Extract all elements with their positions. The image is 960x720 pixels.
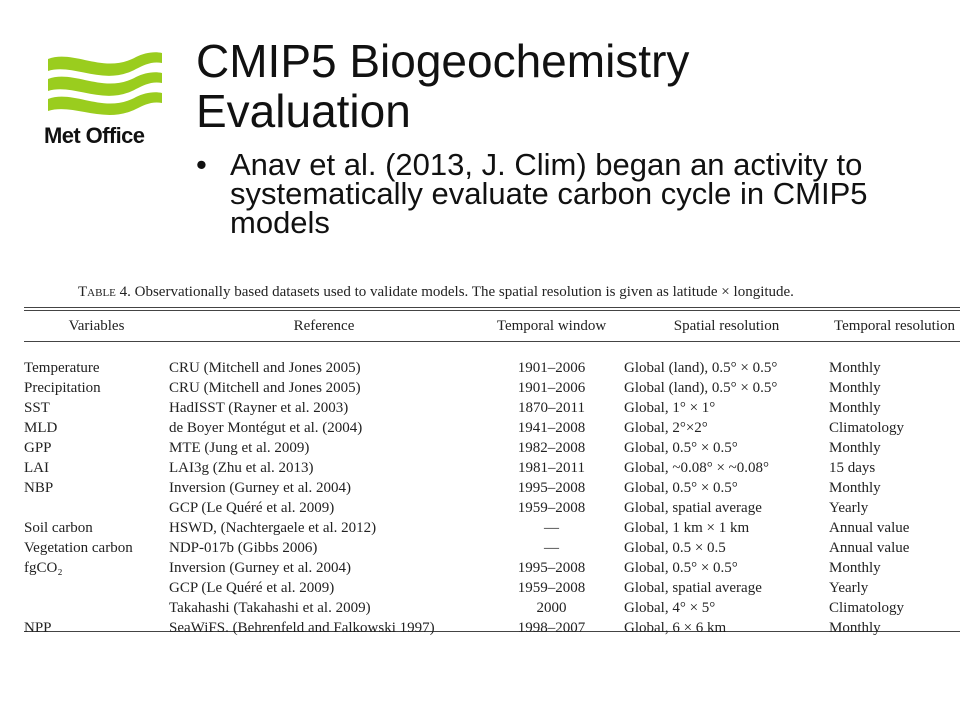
cell-temporal-window: 1995–2008 (517, 479, 586, 496)
cell-temporal-window: 1901–2006 (517, 379, 586, 396)
bullet-point (196, 147, 916, 240)
cell-reference: Inversion (Gurney et al. 2004) (169, 559, 352, 576)
cell-variable (24, 578, 169, 598)
cell-reference: SeaWiFS. (Behrenfeld and Falkowski 1997) (169, 619, 435, 636)
cell-variable: Temperature (24, 359, 100, 376)
table-top-rule-2 (24, 310, 960, 311)
cell-temporal-window: 1941–2008 (517, 419, 586, 436)
cell-spatial-resolution: Global, 0.5° × 0.5° (624, 479, 738, 496)
cell-reference: HSWD, (Nachtergaele et al. 2012) (169, 519, 377, 536)
header-variables: Variables (68, 317, 125, 334)
cell-spatial-resolution: Global, 0.5° × 0.5° (624, 439, 738, 456)
cell-temporal-resolution: Annual value (829, 539, 910, 556)
cell-variable: Vegetation carbon (24, 539, 133, 556)
cell-reference: CRU (Mitchell and Jones 2005) (169, 359, 361, 376)
table-row (24, 558, 960, 578)
cell-temporal-window: 1995–2008 (517, 559, 586, 576)
cell-reference: HadISST (Rayner et al. 2003) (169, 399, 349, 416)
cell-spatial-resolution: Global (land), 0.5° × 0.5° (624, 359, 778, 376)
cell-spatial-resolution: Global, spatial average (624, 579, 762, 596)
cell-reference: Takahashi (Takahashi et al. 2009) (169, 599, 371, 616)
table-row (24, 398, 960, 418)
cell-reference: NDP-017b (Gibbs 2006) (169, 539, 318, 556)
cell-temporal-resolution: Monthly (829, 439, 881, 456)
table-top-rule (24, 307, 960, 308)
cell-temporal-window: 1870–2011 (518, 399, 585, 416)
cell-variable: MLD (24, 419, 58, 436)
cell-reference: MTE (Jung et al. 2009) (169, 439, 310, 456)
table-row (24, 418, 960, 438)
cell-reference: GCP (Le Quéré et al. 2009) (169, 499, 335, 516)
cell-temporal-window: 1901–2006 (517, 359, 586, 376)
cell-temporal-resolution: Climatology (829, 599, 904, 616)
cell-temporal-resolution: Monthly (829, 359, 881, 376)
cell-temporal-resolution: Yearly (829, 499, 869, 516)
cell-temporal-resolution: Monthly (829, 559, 881, 576)
cell-temporal-window: 1982–2008 (517, 439, 586, 456)
table-row (24, 518, 960, 538)
cell-temporal-resolution: Monthly (829, 479, 881, 496)
table-row (24, 578, 960, 598)
cell-temporal-resolution: Monthly (829, 619, 881, 636)
cell-variable: GPP (24, 439, 52, 456)
cell-spatial-resolution: Global (land), 0.5° × 0.5° (624, 379, 778, 396)
cell-reference: CRU (Mitchell and Jones 2005) (169, 379, 361, 396)
cell-variable (24, 598, 169, 618)
cell-spatial-resolution: Global, ~0.08° × ~0.08° (624, 459, 770, 476)
table-row (24, 378, 960, 398)
table-row (24, 438, 960, 458)
table-row (24, 358, 960, 378)
met-office-logo (44, 45, 166, 155)
cell-spatial-resolution: Global, 6 × 6 km (624, 619, 727, 636)
caption-text: Observationally based datasets used to validate models. The spatial resolution is given as latitude × longitude. (134, 284, 794, 300)
cell-temporal-window: — (544, 539, 559, 556)
table-row (24, 618, 960, 638)
cell-temporal-window: 1981–2011 (518, 459, 585, 476)
header-temporal-window: Temporal window (496, 317, 607, 334)
met-office-swirl-logo-icon (44, 45, 166, 125)
cell-temporal-window: 1998–2007 (517, 619, 586, 636)
cell-spatial-resolution: Global, 0.5° × 0.5° (624, 559, 738, 576)
table-row (24, 598, 960, 618)
table-header-row (24, 314, 960, 338)
cell-temporal-resolution: Annual value (829, 519, 910, 536)
cell-variable (24, 498, 169, 518)
cell-temporal-resolution: Monthly (829, 399, 881, 416)
cell-spatial-resolution: Global, spatial average (624, 499, 762, 516)
cell-temporal-window: — (544, 519, 559, 536)
cell-spatial-resolution: Global, 1 km × 1 km (624, 519, 750, 536)
caption-label: Table 4. (78, 284, 131, 300)
table-row (24, 498, 960, 518)
cell-variable: Precipitation (24, 379, 101, 396)
header-reference: Reference (293, 317, 355, 334)
cell-spatial-resolution: Global, 0.5 × 0.5 (624, 539, 726, 556)
cell-reference: GCP (Le Quéré et al. 2009) (169, 579, 335, 596)
datasets-table (24, 314, 960, 638)
header-temporal-resolution: Temporal resolution (833, 317, 955, 334)
cell-variable: SST (24, 399, 50, 416)
bullet-dot-icon: • (196, 147, 207, 182)
cell-variable: LAI (24, 459, 49, 476)
header-spatial-resolution: Spatial resolution (673, 317, 780, 334)
cell-variable: Soil carbon (24, 519, 93, 536)
cell-spatial-resolution: Global, 4° × 5° (624, 599, 716, 616)
table-row (24, 458, 960, 478)
cell-reference: LAI3g (Zhu et al. 2013) (169, 459, 314, 476)
table-row (24, 538, 960, 558)
cell-spatial-resolution: Global, 2°×2° (624, 419, 708, 436)
cell-temporal-resolution: Climatology (829, 419, 904, 436)
cell-temporal-resolution: Monthly (829, 379, 881, 396)
cell-temporal-window: 2000 (536, 599, 567, 616)
cell-temporal-window: 1959–2008 (517, 499, 586, 516)
cell-temporal-resolution: Yearly (829, 579, 869, 596)
logo-text: Met Office (44, 123, 145, 148)
cell-reference: Inversion (Gurney et al. 2004) (169, 479, 352, 496)
cell-variable: fgCO₂ (24, 559, 63, 576)
cell-variable: NPP (24, 619, 52, 636)
cell-temporal-resolution: 15 days (829, 459, 876, 476)
bullet-text: Anav et al. (2013, J. Clim) began an activity to systematically evaluate carbon cycle in CMIP5 models (230, 147, 868, 240)
cell-variable: NBP (24, 479, 54, 496)
cell-temporal-window: 1959–2008 (517, 579, 586, 596)
slide-title: CMIP5 Biogeochemistry Evaluation (196, 35, 690, 137)
cell-reference: de Boyer Montégut et al. (2004) (169, 419, 363, 436)
cell-spatial-resolution: Global, 1° × 1° (624, 399, 716, 416)
table-row (24, 478, 960, 498)
table-caption (78, 284, 958, 301)
